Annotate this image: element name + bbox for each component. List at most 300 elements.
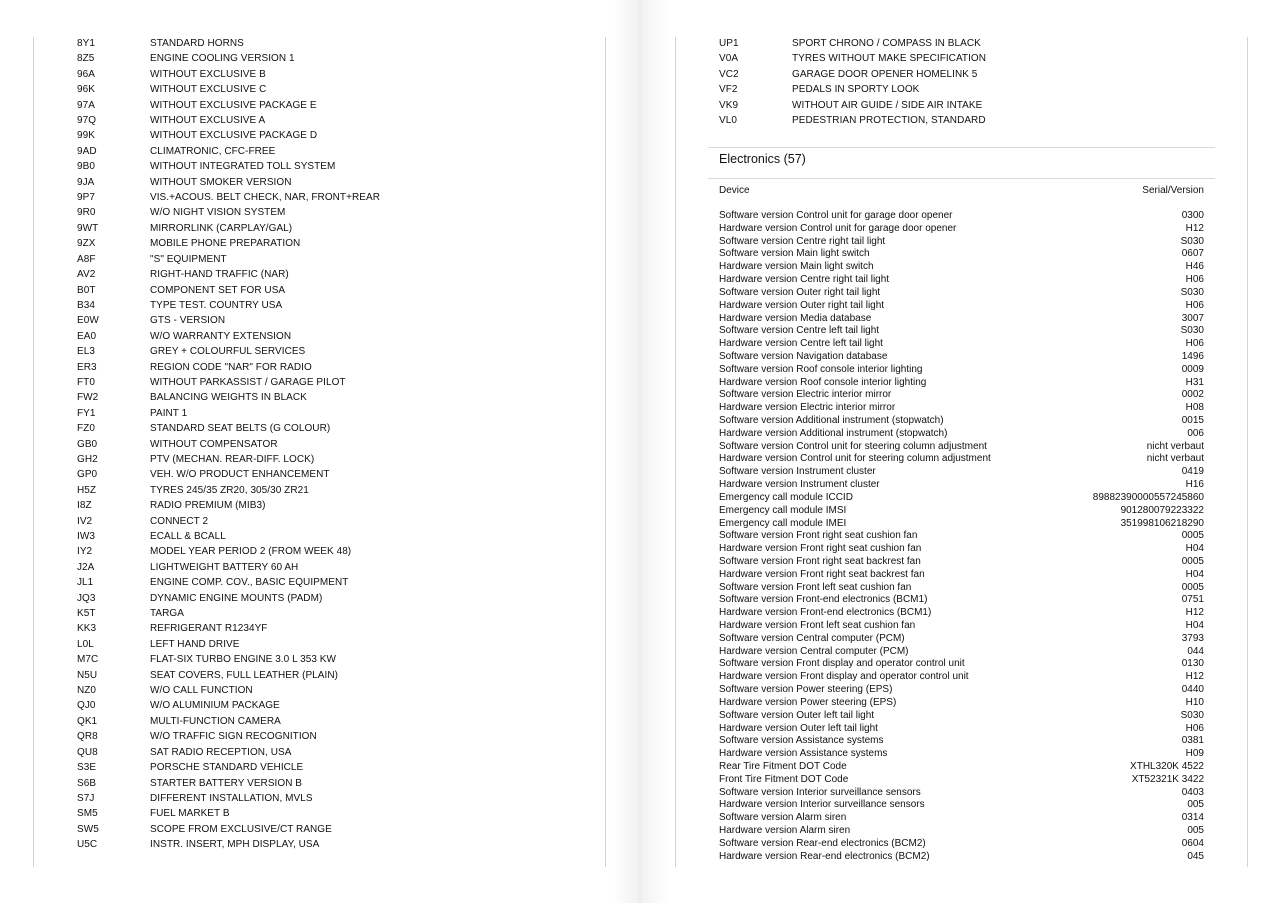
option-code: N5U [77, 669, 98, 681]
option-code: VK9 [719, 99, 739, 111]
device-cell: Hardware version Front right seat backrest fan [719, 568, 925, 580]
table-row [719, 248, 1204, 261]
table-row [719, 364, 1204, 377]
serial-column-header: Serial/Version [1142, 185, 1204, 196]
option-row [77, 283, 597, 298]
table-row [719, 223, 1204, 236]
option-description: RIGHT-HAND TRAFFIC (NAR) [150, 269, 289, 281]
serial-cell: H08 [1185, 402, 1204, 414]
table-row [719, 505, 1204, 518]
option-code: 8Y1 [77, 38, 95, 49]
option-description: VIS.+ACOUS. BELT CHECK, NAR, FRONT+REAR [150, 192, 380, 204]
serial-cell: H09 [1185, 748, 1204, 760]
device-cell: Hardware version Central computer (PCM) [719, 645, 909, 657]
device-cell: Hardware version Outer right tail light [719, 299, 885, 311]
table-row [719, 325, 1204, 338]
option-code: NZ0 [77, 685, 97, 697]
serial-cell: H04 [1185, 620, 1204, 631]
option-description: INSTR. INSERT, MPH DISPLAY, USA [150, 839, 320, 851]
option-row [77, 591, 597, 606]
option-description: TARGA [150, 608, 184, 620]
option-description: W/O TRAFFIC SIGN RECOGNITION [150, 731, 317, 743]
option-code: FT0 [77, 376, 95, 388]
serial-cell: XTHL320K 4522 [1130, 760, 1204, 772]
device-cell: Emergency call module IMSI [719, 504, 847, 516]
option-description: WITHOUT INTEGRATED TOLL SYSTEM [150, 161, 336, 173]
option-code: JL1 [77, 577, 94, 589]
option-code: 9B0 [77, 161, 95, 173]
device-cell: Hardware version Roof console interior lighting [719, 376, 927, 388]
serial-cell: 0440 [1181, 684, 1204, 696]
table-row [719, 466, 1204, 479]
table-row [719, 620, 1204, 633]
device-column-header: Device [719, 185, 750, 196]
option-row [77, 98, 597, 113]
option-row [77, 729, 597, 744]
option-description: MOBILE PHONE PREPARATION [150, 238, 301, 250]
option-row [77, 329, 597, 344]
serial-cell: H12 [1185, 671, 1204, 683]
option-code: 97Q [77, 115, 97, 127]
table-row [719, 658, 1204, 671]
serial-cell: 89882390000557245860 [1092, 491, 1204, 503]
table-row [719, 710, 1204, 723]
table-row [719, 594, 1204, 607]
option-description: CONNECT 2 [150, 515, 209, 527]
option-description: CLIMATRONIC, CFC-FREE [150, 145, 276, 157]
option-description: LIGHTWEIGHT BATTERY 60 AH [150, 561, 299, 573]
option-row [719, 36, 1219, 51]
option-code: KK3 [77, 623, 97, 635]
device-cell: Hardware version Electric interior mirror [719, 402, 896, 414]
serial-cell: 0381 [1181, 735, 1204, 747]
table-row [719, 697, 1204, 710]
serial-cell: S030 [1180, 325, 1204, 337]
option-description: WITHOUT COMPENSATOR [150, 438, 278, 450]
table-row [719, 479, 1204, 492]
option-row [77, 390, 597, 405]
serial-cell: 045 [1187, 850, 1204, 862]
serial-cell: 0009 [1181, 363, 1204, 375]
serial-cell: H10 [1185, 696, 1204, 708]
option-row [77, 714, 597, 729]
option-description: MIRRORLINK (CARPLAY/GAL) [150, 222, 293, 234]
option-row [77, 452, 597, 467]
table-row [719, 748, 1204, 761]
right-page-border-right [1247, 37, 1248, 867]
option-description: GTS - VERSION [150, 315, 226, 327]
electronics-table [719, 210, 1204, 863]
option-code: QU8 [77, 746, 98, 758]
table-row [719, 825, 1204, 838]
option-description: GREY + COLOURFUL SERVICES [150, 346, 306, 358]
option-row [77, 606, 597, 621]
device-cell: Software version Central computer (PCM) [719, 632, 905, 644]
device-cell: Hardware version Alarm siren [719, 825, 851, 836]
page-gutter [612, 0, 668, 903]
device-cell: Hardware version Main light switch [719, 261, 874, 273]
table-row [719, 261, 1204, 274]
device-cell: Software version Centre left tail light [719, 325, 880, 337]
device-cell: Hardware version Control unit for garage door opener [719, 222, 957, 234]
serial-cell: 0314 [1181, 812, 1204, 824]
right-page-border-left [675, 37, 676, 867]
option-description: ECALL & BCALL [150, 531, 226, 542]
option-code: QK1 [77, 715, 98, 727]
option-description: "S" EQUIPMENT [150, 253, 227, 265]
serial-cell: 0005 [1181, 555, 1204, 567]
option-row [77, 144, 597, 159]
option-description: TYRES 245/35 ZR20, 305/30 ZR21 [150, 484, 309, 496]
option-row [719, 67, 1219, 82]
device-cell: Hardware version Front display and operator control unit [719, 671, 969, 683]
table-row [719, 735, 1204, 748]
option-description: SAT RADIO RECEPTION, USA [150, 746, 292, 758]
option-code: S3E [77, 762, 97, 774]
table-row [719, 723, 1204, 736]
serial-cell: 1496 [1181, 350, 1204, 362]
table-row [719, 274, 1204, 287]
option-code: SM5 [77, 808, 98, 820]
section-divider-top [708, 147, 1215, 148]
serial-cell: 0419 [1181, 466, 1204, 478]
option-row [77, 621, 597, 636]
serial-cell: H31 [1185, 376, 1204, 388]
serial-cell: 005 [1187, 799, 1204, 811]
option-code: IW3 [77, 531, 95, 542]
serial-cell: S030 [1180, 235, 1204, 247]
table-row [719, 633, 1204, 646]
device-cell: Hardware version Front right seat cushion fan [719, 543, 922, 555]
option-code: GB0 [77, 438, 98, 450]
table-row [719, 377, 1204, 390]
serial-cell: H04 [1185, 543, 1204, 555]
option-description: COMPONENT SET FOR USA [150, 284, 286, 296]
serial-cell: 0002 [1181, 389, 1204, 401]
serial-cell: H06 [1185, 274, 1204, 286]
option-code: I8Z [77, 500, 92, 512]
option-row [77, 760, 597, 775]
device-cell: Software version Control unit for garage door opener [719, 210, 953, 221]
option-description: FUEL MARKET B [150, 808, 230, 820]
option-description: WITHOUT EXCLUSIVE B [150, 68, 266, 80]
option-row [719, 98, 1219, 113]
serial-cell: 044 [1187, 645, 1204, 657]
device-cell: Software version Navigation database [719, 350, 888, 362]
option-row [77, 745, 597, 760]
serial-cell: 0005 [1181, 581, 1204, 593]
option-description: SEAT COVERS, FULL LEATHER (PLAIN) [150, 669, 338, 681]
serial-cell: H12 [1185, 222, 1204, 234]
option-description: REFRIGERANT R1234YF [150, 623, 268, 635]
option-row [77, 652, 597, 667]
table-row [719, 441, 1204, 454]
option-code: J2A [77, 561, 95, 573]
table-row [719, 492, 1204, 505]
serial-cell: 901280079223322 [1120, 504, 1204, 516]
serial-cell: S030 [1180, 286, 1204, 298]
table-row [719, 236, 1204, 249]
option-code: S6B [77, 777, 97, 789]
option-description: MULTI-FUNCTION CAMERA [150, 715, 281, 727]
table-row [719, 556, 1204, 569]
device-cell: Hardware version Interior surveillance sensors [719, 799, 925, 811]
option-row [77, 406, 597, 421]
option-code: QR8 [77, 731, 98, 743]
option-description: WITHOUT EXCLUSIVE C [150, 84, 267, 96]
option-description: STANDARD SEAT BELTS (G COLOUR) [150, 423, 331, 435]
device-cell: Software version Front display and operator control unit [719, 658, 965, 670]
table-row [719, 607, 1204, 620]
option-code: 8Z5 [77, 53, 95, 65]
device-cell: Emergency call module ICCID [719, 491, 853, 503]
option-row [77, 67, 597, 82]
table-row [719, 774, 1204, 787]
option-description: WITHOUT SMOKER VERSION [150, 176, 292, 188]
serial-cell: 0607 [1181, 248, 1204, 260]
option-description: BALANCING WEIGHTS IN BLACK [150, 392, 307, 404]
option-row [77, 313, 597, 328]
option-description: GARAGE DOOR OPENER HOMELINK 5 [792, 68, 978, 80]
option-row [77, 344, 597, 359]
electronics-section-title: Electronics (57) [719, 152, 806, 166]
serial-cell: 006 [1187, 427, 1204, 439]
option-row [77, 560, 597, 575]
option-description: W/O ALUMINIUM PACKAGE [150, 700, 280, 712]
option-code: FY1 [77, 407, 96, 419]
serial-cell: 3007 [1181, 312, 1204, 324]
option-description: W/O CALL FUNCTION [150, 685, 253, 697]
option-code: 96A [77, 68, 95, 80]
option-row [77, 467, 597, 482]
table-row [719, 671, 1204, 684]
option-row [77, 252, 597, 267]
device-cell: Software version Outer right tail light [719, 286, 881, 298]
option-row [77, 437, 597, 452]
serial-cell: 3793 [1181, 632, 1204, 644]
device-cell: Software version Outer left tail light [719, 709, 875, 721]
device-cell: Rear Tire Fitment DOT Code [719, 760, 847, 772]
option-row [77, 498, 597, 513]
device-cell: Software version Control unit for steering column adjustment [719, 440, 987, 452]
option-row [719, 113, 1219, 128]
table-row [719, 761, 1204, 774]
option-row [77, 159, 597, 174]
device-cell: Software version Rear-end electronics (BCM2) [719, 837, 926, 849]
option-code: QJ0 [77, 700, 96, 712]
options-list-right [719, 36, 1219, 128]
option-row [77, 514, 597, 529]
option-row [77, 668, 597, 683]
option-code: K5T [77, 608, 96, 620]
option-description: REGION CODE "NAR" FOR RADIO [150, 361, 312, 373]
table-row [719, 582, 1204, 595]
option-code: GH2 [77, 453, 98, 465]
option-description: WITHOUT EXCLUSIVE A [150, 115, 266, 127]
option-code: E0W [77, 315, 99, 327]
serial-cell: 0300 [1181, 210, 1204, 221]
option-description: DIFFERENT INSTALLATION, MVLS [150, 792, 313, 804]
device-cell: Hardware version Front-end electronics (BCM1) [719, 607, 932, 619]
option-description: LEFT HAND DRIVE [150, 638, 240, 650]
option-description: WITHOUT EXCLUSIVE PACKAGE E [150, 99, 317, 111]
device-cell: Software version Front right seat backrest fan [719, 555, 921, 567]
option-row [77, 221, 597, 236]
option-description: FLAT-SIX TURBO ENGINE 3.0 L 353 KW [150, 654, 337, 666]
device-cell: Hardware version Media database [719, 312, 872, 324]
option-row [77, 190, 597, 205]
option-code: H5Z [77, 484, 97, 496]
option-code: EL3 [77, 346, 95, 358]
option-code: GP0 [77, 469, 98, 481]
option-description: SPORT CHRONO / COMPASS IN BLACK [792, 38, 981, 49]
device-cell: Hardware version Assistance systems [719, 748, 888, 760]
serial-cell: 005 [1187, 825, 1204, 836]
option-row [77, 575, 597, 590]
device-cell: Software version Front-end electronics (BCM1) [719, 594, 928, 606]
option-code: FW2 [77, 392, 99, 404]
option-code: M7C [77, 654, 99, 666]
table-row [719, 210, 1204, 223]
serial-cell: nicht verbaut [1146, 440, 1204, 452]
option-code: 9R0 [77, 207, 96, 219]
option-description: RADIO PREMIUM (MIB3) [150, 500, 266, 512]
table-row [719, 838, 1204, 851]
table-row [719, 684, 1204, 697]
serial-cell: 0005 [1181, 530, 1204, 542]
table-row [719, 389, 1204, 402]
option-code: A8F [77, 253, 96, 265]
option-code: 99K [77, 130, 95, 142]
option-row [77, 544, 597, 559]
option-code: B34 [77, 299, 95, 311]
option-description: VEH. W/O PRODUCT ENHANCEMENT [150, 469, 330, 481]
device-cell: Hardware version Additional instrument (stopwatch) [719, 427, 948, 439]
table-row [719, 415, 1204, 428]
option-code: 9P7 [77, 192, 95, 204]
serial-cell: XT52321K 3422 [1131, 773, 1204, 785]
serial-cell: H06 [1185, 722, 1204, 734]
serial-cell: 0751 [1181, 594, 1204, 606]
option-description: STANDARD HORNS [150, 38, 244, 49]
device-cell: Hardware version Rear-end electronics (BCM2) [719, 850, 930, 862]
serial-cell: 0015 [1181, 415, 1204, 426]
device-cell: Software version Electric interior mirror [719, 389, 892, 401]
option-code: ER3 [77, 361, 97, 373]
device-cell: Software version Roof console interior lighting [719, 363, 923, 375]
table-row [719, 453, 1204, 466]
device-cell: Hardware version Centre right tail light [719, 274, 890, 286]
option-description: W/O NIGHT VISION SYSTEM [150, 207, 286, 219]
option-row [77, 837, 597, 852]
option-description: WITHOUT PARKASSIST / GARAGE PILOT [150, 376, 346, 388]
serial-cell: 0403 [1181, 786, 1204, 798]
option-description: STARTER BATTERY VERSION B [150, 777, 303, 789]
option-row [77, 267, 597, 282]
option-description: PORSCHE STANDARD VEHICLE [150, 762, 304, 774]
option-code: V0A [719, 53, 739, 65]
device-cell: Front Tire Fitment DOT Code [719, 773, 849, 785]
device-cell: Software version Front left seat cushion fan [719, 581, 912, 593]
option-code: VL0 [719, 115, 737, 127]
option-code: 9JA [77, 176, 95, 188]
option-row [77, 791, 597, 806]
table-row [719, 351, 1204, 364]
table-row [719, 543, 1204, 556]
section-divider-bottom [708, 178, 1215, 179]
option-code: U5C [77, 839, 98, 851]
serial-cell: H12 [1185, 607, 1204, 619]
device-cell: Hardware version Front left seat cushion fan [719, 620, 916, 631]
serial-cell: H16 [1185, 479, 1204, 491]
option-row [719, 51, 1219, 66]
device-cell: Hardware version Outer left tail light [719, 722, 878, 734]
table-row [719, 338, 1204, 351]
option-row [77, 298, 597, 313]
option-description: MODEL YEAR PERIOD 2 (FROM WEEK 48) [150, 546, 352, 558]
option-code: UP1 [719, 38, 739, 49]
option-row [77, 776, 597, 791]
table-row [719, 518, 1204, 531]
option-description: SCOPE FROM EXCLUSIVE/CT RANGE [150, 823, 332, 835]
option-description: ENGINE COOLING VERSION 1 [150, 53, 295, 65]
option-description: WITHOUT EXCLUSIVE PACKAGE D [150, 130, 318, 142]
option-description: WITHOUT AIR GUIDE / SIDE AIR INTAKE [792, 99, 983, 111]
table-row [719, 787, 1204, 800]
device-cell: Hardware version Power steering (EPS) [719, 696, 897, 708]
table-row [719, 812, 1204, 825]
option-description: PTV (MECHAN. REAR-DIFF. LOCK) [150, 453, 315, 465]
option-row [77, 375, 597, 390]
electronics-table-header [719, 184, 1204, 198]
device-cell: Software version Main light switch [719, 248, 870, 260]
serial-cell: H46 [1185, 261, 1204, 273]
table-row [719, 799, 1204, 812]
option-row [77, 205, 597, 220]
option-row [77, 51, 597, 66]
option-code: 9WT [77, 222, 99, 234]
option-code: L0L [77, 638, 94, 650]
option-description: DYNAMIC ENGINE MOUNTS (PADM) [150, 592, 323, 604]
option-code: IY2 [77, 546, 93, 558]
option-code: SW5 [77, 823, 99, 835]
serial-cell: 351998106218290 [1120, 517, 1204, 529]
device-cell: Software version Centre right tail light [719, 235, 886, 247]
device-cell: Hardware version Instrument cluster [719, 479, 880, 491]
device-cell: Emergency call module IMEI [719, 517, 847, 529]
option-description: PEDESTRIAN PROTECTION, STANDARD [792, 115, 986, 127]
option-code: VF2 [719, 84, 738, 96]
device-cell: Software version Assistance systems [719, 735, 884, 747]
option-code: VC2 [719, 68, 739, 80]
table-row [719, 530, 1204, 543]
serial-cell: H06 [1185, 299, 1204, 311]
table-row [719, 287, 1204, 300]
option-row [77, 128, 597, 143]
option-row [77, 36, 597, 51]
device-cell: Hardware version Control unit for steering column adjustment [719, 453, 991, 465]
option-row [77, 360, 597, 375]
device-cell: Hardware version Centre left tail light [719, 338, 883, 350]
option-code: 96K [77, 84, 95, 96]
device-cell: Software version Instrument cluster [719, 466, 876, 478]
option-row [77, 175, 597, 190]
option-code: AV2 [77, 269, 96, 281]
option-row [77, 236, 597, 251]
option-row [77, 683, 597, 698]
option-row [77, 113, 597, 128]
option-code: B0T [77, 284, 96, 296]
